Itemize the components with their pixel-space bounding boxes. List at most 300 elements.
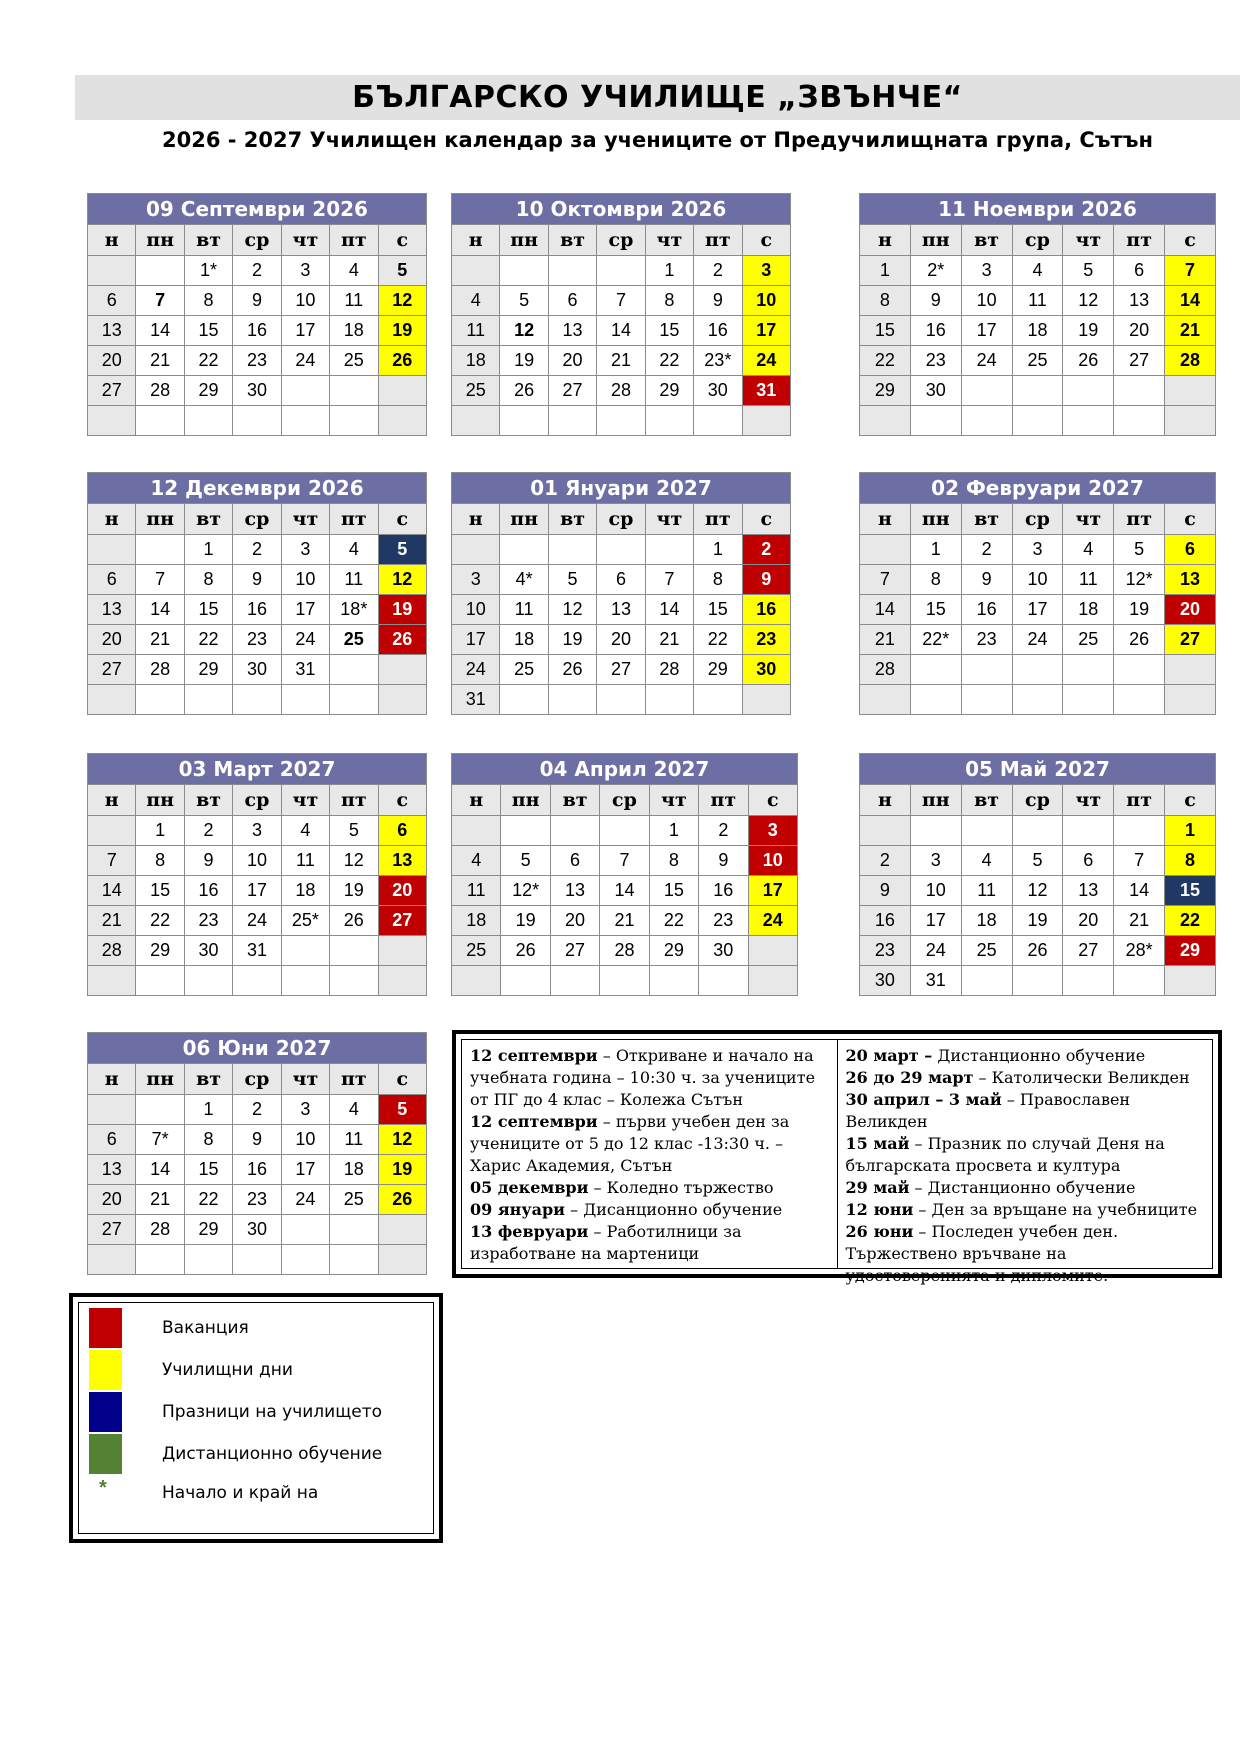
weekday-header: н	[88, 785, 136, 816]
weekday-header: вт	[184, 225, 232, 256]
day-cell: 2	[860, 846, 911, 876]
day-cell: 14	[1165, 286, 1216, 316]
note-item	[846, 1067, 1206, 1089]
weekday-header: чт	[281, 785, 329, 816]
day-cell: 14	[136, 316, 184, 346]
weekday-header: ср	[1012, 225, 1063, 256]
day-cell: 15	[649, 876, 698, 906]
blue-swatch-icon	[89, 1392, 122, 1432]
day-cell	[281, 685, 329, 715]
day-cell: 19	[378, 1155, 426, 1185]
day-cell: 1	[1165, 816, 1216, 846]
day-cell: 28	[1165, 346, 1216, 376]
day-cell: 30	[233, 655, 281, 685]
day-cell: 1	[645, 256, 693, 286]
day-cell	[742, 406, 790, 436]
day-cell: 19	[501, 906, 550, 936]
day-cell: 17	[281, 316, 329, 346]
day-cell	[378, 655, 426, 685]
day-cell: 20	[88, 346, 136, 376]
note-text: – Последен учебен ден. Тържествено връчване на удостоверенията и дипломите.	[845, 1222, 1119, 1285]
day-cell: 10	[961, 286, 1012, 316]
week-row	[452, 966, 798, 996]
day-cell: 12	[500, 316, 548, 346]
day-cell: 21	[597, 346, 645, 376]
week-row	[860, 966, 1216, 996]
day-cell: 25	[452, 936, 501, 966]
day-cell: 23	[233, 625, 281, 655]
weekday-header: с	[1165, 504, 1216, 535]
day-cell: 7	[88, 846, 136, 876]
weekday-header: с	[378, 225, 426, 256]
day-cell	[330, 966, 378, 996]
day-cell	[184, 406, 232, 436]
day-cell: 26	[1063, 346, 1114, 376]
weekday-header: пт	[330, 785, 378, 816]
note-item	[470, 1111, 830, 1177]
month-calendar	[451, 753, 798, 996]
day-cell	[1165, 966, 1216, 996]
day-cell: 18	[330, 316, 378, 346]
day-cell: 30	[233, 1215, 281, 1245]
day-cell: 24	[281, 346, 329, 376]
week-row	[88, 816, 427, 846]
weekday-header: пт	[699, 785, 748, 816]
day-cell	[600, 816, 649, 846]
week-row	[452, 535, 791, 565]
day-cell: 31	[910, 966, 961, 996]
day-cell	[378, 1215, 426, 1245]
day-cell: 23	[961, 625, 1012, 655]
day-cell: 5	[1063, 256, 1114, 286]
day-cell: 23	[860, 936, 911, 966]
day-cell: 21	[136, 625, 184, 655]
day-cell: 27	[88, 655, 136, 685]
legend-item	[89, 1473, 429, 1513]
notes-box	[452, 1030, 1222, 1285]
month-table	[87, 1032, 427, 1275]
day-cell: 22	[860, 346, 911, 376]
day-cell: 23	[699, 906, 748, 936]
day-cell	[330, 376, 378, 406]
day-cell	[1012, 685, 1063, 715]
weekday-header: ср	[233, 504, 281, 535]
week-row	[88, 595, 427, 625]
day-cell	[378, 376, 426, 406]
weekday-header: пн	[136, 1064, 184, 1095]
weekday-header: пн	[910, 225, 961, 256]
week-row	[860, 685, 1216, 715]
day-cell: 21	[1114, 906, 1165, 936]
day-cell	[1063, 685, 1114, 715]
day-cell: 9	[910, 286, 961, 316]
day-cell	[1012, 816, 1063, 846]
day-cell: 28	[645, 655, 693, 685]
weekday-header: ср	[1012, 504, 1063, 535]
day-cell: 1	[184, 1095, 232, 1125]
day-cell: 11	[961, 876, 1012, 906]
day-cell: 24	[1012, 625, 1063, 655]
day-cell	[330, 685, 378, 715]
day-cell	[88, 535, 136, 565]
day-cell: 24	[233, 906, 281, 936]
weekday-header: вт	[961, 785, 1012, 816]
weekday-header: пн	[500, 225, 548, 256]
day-cell	[378, 685, 426, 715]
day-cell	[88, 1245, 136, 1275]
day-cell: 24	[742, 346, 790, 376]
day-cell: 1	[649, 816, 698, 846]
weekday-header: пт	[330, 504, 378, 535]
day-cell: 30	[742, 655, 790, 685]
month-title: 03 Март 2027	[88, 754, 427, 785]
day-cell: 10	[748, 846, 797, 876]
note-date: 26 до 29 март	[845, 1068, 974, 1087]
day-cell: 8	[184, 1125, 232, 1155]
day-cell: 14	[600, 876, 649, 906]
day-cell: 6	[378, 816, 426, 846]
day-cell: 19	[1114, 595, 1165, 625]
week-row	[88, 936, 427, 966]
day-cell: 13	[378, 846, 426, 876]
day-cell	[233, 685, 281, 715]
month-table	[859, 472, 1216, 715]
day-cell	[136, 256, 184, 286]
weekday-header: вт	[961, 504, 1012, 535]
note-item	[846, 1133, 1206, 1177]
day-cell: 22	[694, 625, 742, 655]
weekday-header: пн	[500, 504, 548, 535]
day-cell: 30	[860, 966, 911, 996]
month-calendar	[859, 472, 1216, 715]
day-cell	[1114, 966, 1165, 996]
day-cell	[330, 655, 378, 685]
day-cell: 16	[742, 595, 790, 625]
day-cell: 4	[330, 1095, 378, 1125]
note-text: – Коледно тържество	[588, 1178, 774, 1197]
day-cell	[1165, 655, 1216, 685]
day-cell: 16	[860, 906, 911, 936]
day-cell: 27	[550, 936, 599, 966]
day-cell: 27	[597, 655, 645, 685]
day-cell: 9	[742, 565, 790, 595]
day-cell: 12	[1012, 876, 1063, 906]
day-cell	[961, 966, 1012, 996]
day-cell	[452, 966, 501, 996]
day-cell: 29	[860, 376, 911, 406]
day-cell: 28*	[1114, 936, 1165, 966]
day-cell	[88, 816, 136, 846]
day-cell: 22	[645, 346, 693, 376]
day-cell: 25	[330, 1185, 378, 1215]
day-cell: 30	[233, 376, 281, 406]
weekday-header: пт	[1114, 504, 1165, 535]
legend-item	[89, 1308, 429, 1348]
note-text: – Ден за връщане на учебниците	[913, 1200, 1198, 1219]
day-cell: 18	[330, 1155, 378, 1185]
month-title: 09 Септември 2026	[88, 194, 427, 225]
day-cell: 18	[452, 906, 501, 936]
note-date: 12 септември	[470, 1046, 598, 1065]
day-cell: 25	[330, 346, 378, 376]
day-cell: 26	[1012, 936, 1063, 966]
day-cell: 8	[694, 565, 742, 595]
day-cell: 1	[860, 256, 911, 286]
day-cell: 29	[694, 655, 742, 685]
day-cell	[1063, 655, 1114, 685]
day-cell: 16	[233, 316, 281, 346]
legend-label: Начало и край на	[162, 1483, 319, 1503]
day-cell: 30	[694, 376, 742, 406]
day-cell: 18*	[330, 595, 378, 625]
week-row	[452, 565, 791, 595]
day-cell: 20	[597, 625, 645, 655]
day-cell: 29	[136, 936, 184, 966]
day-cell	[910, 406, 961, 436]
month-table	[87, 472, 427, 715]
week-row	[452, 876, 798, 906]
notes-inner	[461, 1039, 1213, 1285]
day-cell: 20	[550, 906, 599, 936]
day-cell	[330, 936, 378, 966]
day-cell: 7	[860, 565, 911, 595]
day-cell	[649, 966, 698, 996]
day-cell	[136, 1095, 184, 1125]
day-cell	[748, 966, 797, 996]
weekday-header: вт	[550, 785, 599, 816]
weekday-header: н	[88, 225, 136, 256]
day-cell	[378, 966, 426, 996]
yellow-swatch-icon	[89, 1350, 122, 1390]
day-cell	[452, 535, 500, 565]
month-title: 10 Октомври 2026	[452, 194, 791, 225]
day-cell	[500, 535, 548, 565]
weekday-header: чт	[1063, 504, 1114, 535]
day-cell: 8	[1165, 846, 1216, 876]
day-cell: 26	[330, 906, 378, 936]
day-cell: 3	[281, 1095, 329, 1125]
day-cell: 3	[1012, 535, 1063, 565]
weekday-header: пт	[330, 1064, 378, 1095]
day-cell	[1165, 406, 1216, 436]
note-text: – Празник по случай Деня на българската просвета и култура	[845, 1134, 1165, 1175]
day-cell	[860, 816, 911, 846]
day-cell: 28	[600, 936, 649, 966]
day-cell: 6	[88, 565, 136, 595]
day-cell: 9	[233, 565, 281, 595]
day-cell: 3	[452, 565, 500, 595]
day-cell	[184, 1245, 232, 1275]
day-cell: 10	[281, 1125, 329, 1155]
day-cell	[961, 655, 1012, 685]
day-cell: 16	[184, 876, 232, 906]
day-cell: 2	[184, 816, 232, 846]
day-cell: 4	[330, 535, 378, 565]
day-cell	[548, 685, 596, 715]
note-date: 15 май	[845, 1134, 910, 1153]
week-row	[452, 625, 791, 655]
weekday-header: чт	[649, 785, 698, 816]
day-cell: 6	[1165, 535, 1216, 565]
month-title: 05 Май 2027	[860, 754, 1216, 785]
day-cell: 27	[88, 376, 136, 406]
weekday-header: с	[1165, 225, 1216, 256]
day-cell	[1012, 655, 1063, 685]
day-cell: 4	[961, 846, 1012, 876]
day-cell: 27	[548, 376, 596, 406]
weekday-header: н	[860, 504, 911, 535]
day-cell: 21	[860, 625, 911, 655]
day-cell	[281, 1245, 329, 1275]
week-row	[860, 846, 1216, 876]
day-cell: 31	[281, 655, 329, 685]
weekday-header: с	[378, 1064, 426, 1095]
day-cell	[452, 406, 500, 436]
week-row	[88, 565, 427, 595]
day-cell: 14	[136, 1155, 184, 1185]
day-cell: 27	[1063, 936, 1114, 966]
note-item	[470, 1177, 830, 1199]
day-cell: 27	[1165, 625, 1216, 655]
day-cell: 3	[748, 816, 797, 846]
note-item	[846, 1221, 1206, 1287]
day-cell	[281, 936, 329, 966]
day-cell: 19	[1012, 906, 1063, 936]
week-row	[88, 346, 427, 376]
day-cell	[136, 406, 184, 436]
day-cell: 20	[378, 876, 426, 906]
day-cell	[233, 406, 281, 436]
day-cell: 10	[452, 595, 500, 625]
day-cell	[597, 406, 645, 436]
weekday-header: ср	[597, 225, 645, 256]
green-swatch-icon	[89, 1434, 122, 1474]
day-cell: 20	[1165, 595, 1216, 625]
day-cell: 29	[184, 655, 232, 685]
week-row	[860, 876, 1216, 906]
day-cell	[961, 376, 1012, 406]
weekday-header: чт	[1063, 225, 1114, 256]
day-cell: 13	[88, 316, 136, 346]
weekday-header: вт	[184, 1064, 232, 1095]
day-cell	[136, 966, 184, 996]
day-cell: 17	[281, 595, 329, 625]
week-row	[860, 535, 1216, 565]
weekday-header: н	[452, 785, 501, 816]
day-cell: 14	[88, 876, 136, 906]
day-cell: 3	[910, 846, 961, 876]
day-cell: 22	[649, 906, 698, 936]
note-item	[470, 1199, 830, 1221]
day-cell: 15	[184, 1155, 232, 1185]
day-cell: 29	[649, 936, 698, 966]
day-cell: 21	[88, 906, 136, 936]
day-cell: 28	[136, 1215, 184, 1245]
day-cell: 20	[1114, 316, 1165, 346]
day-cell: 15	[910, 595, 961, 625]
day-cell: 3	[281, 256, 329, 286]
day-cell: 11	[1063, 565, 1114, 595]
week-row	[88, 256, 427, 286]
day-cell: 4	[330, 256, 378, 286]
asterisk-icon: *	[99, 1477, 107, 1499]
day-cell	[281, 376, 329, 406]
day-cell: 10	[742, 286, 790, 316]
week-row	[452, 846, 798, 876]
day-cell	[597, 535, 645, 565]
day-cell	[699, 966, 748, 996]
legend-label: Празници на училището	[162, 1402, 382, 1422]
day-cell: 5	[501, 846, 550, 876]
week-row	[452, 346, 791, 376]
day-cell: 19	[1063, 316, 1114, 346]
week-row	[88, 655, 427, 685]
day-cell: 9	[699, 846, 748, 876]
note-text: – Православен Великден	[845, 1090, 1131, 1131]
month-calendar	[859, 193, 1216, 436]
notes-column-right	[837, 1040, 1213, 1285]
note-text: – Откриване и начало на учебната година – 10:30 ч. за учениците от ПГ до 4 клас – Колежа Сътън	[470, 1046, 816, 1109]
week-row	[860, 595, 1216, 625]
day-cell: 17	[281, 1155, 329, 1185]
day-cell	[281, 406, 329, 436]
weekday-header: чт	[645, 504, 693, 535]
day-cell: 10	[233, 846, 281, 876]
month-table	[451, 753, 798, 996]
note-date: 29 май	[845, 1178, 910, 1197]
note-date: 12 юни	[845, 1200, 914, 1219]
week-row	[452, 595, 791, 625]
weekday-header: с	[378, 504, 426, 535]
week-row	[860, 256, 1216, 286]
day-cell: 17	[452, 625, 500, 655]
day-cell: 7	[597, 286, 645, 316]
week-row	[860, 906, 1216, 936]
week-row	[452, 316, 791, 346]
day-cell	[1114, 376, 1165, 406]
weekday-header: ср	[233, 785, 281, 816]
day-cell	[281, 966, 329, 996]
day-cell: 13	[548, 316, 596, 346]
day-cell: 26	[501, 936, 550, 966]
week-row	[452, 256, 791, 286]
month-title: 02 Февруари 2027	[860, 473, 1216, 504]
day-cell: 23	[233, 346, 281, 376]
day-cell: 29	[184, 376, 232, 406]
day-cell: 13	[88, 1155, 136, 1185]
day-cell: 7	[136, 565, 184, 595]
day-cell: 22	[184, 1185, 232, 1215]
weekday-header: н	[88, 504, 136, 535]
weekday-header: чт	[645, 225, 693, 256]
day-cell: 30	[184, 936, 232, 966]
day-cell: 18	[281, 876, 329, 906]
day-cell: 19	[378, 316, 426, 346]
day-cell	[1012, 376, 1063, 406]
week-row	[88, 535, 427, 565]
day-cell: 21	[136, 346, 184, 376]
day-cell	[1012, 406, 1063, 436]
day-cell: 22	[1165, 906, 1216, 936]
day-cell: 3	[961, 256, 1012, 286]
weekday-header: вт	[184, 785, 232, 816]
day-cell: 1*	[184, 256, 232, 286]
note-text: – Дисанционно обучение	[565, 1200, 783, 1219]
day-cell: 14	[860, 595, 911, 625]
day-cell	[1114, 816, 1165, 846]
day-cell	[550, 816, 599, 846]
day-cell	[961, 406, 1012, 436]
